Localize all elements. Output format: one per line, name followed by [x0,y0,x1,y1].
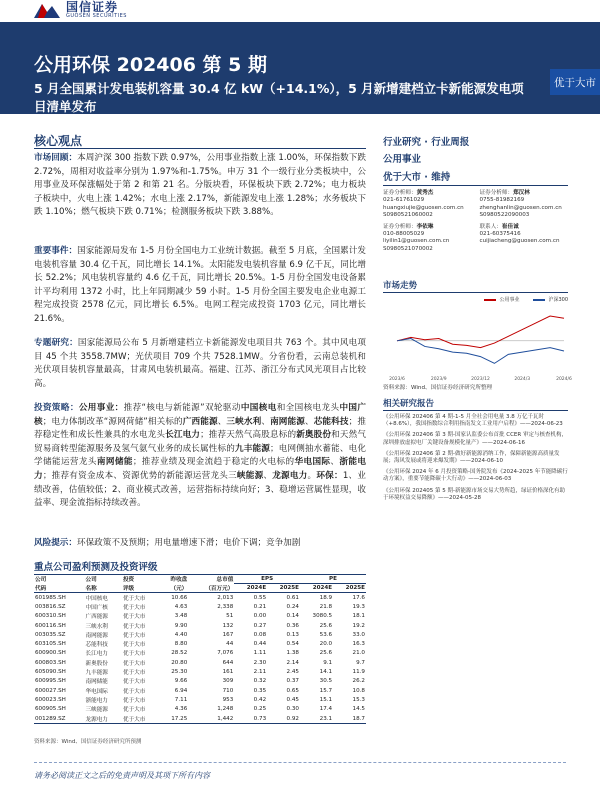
table-cell: 龙源电力 [85,714,122,724]
analyst-name: 黄秀杰 [416,190,434,196]
table-row [34,695,366,704]
table-cell: 603105.SH [35,641,66,648]
table-header-cell: 2025E [267,584,300,593]
table-cell: 华电国际 [85,688,108,695]
table-header-cell: 2024E [234,584,267,593]
legend-item [484,296,519,303]
report-type-label: 行业研究 · 行业周报 [383,137,470,148]
trend-chart-svg [383,303,572,383]
table-cell: 7.11 [174,696,188,703]
logo-mark-icon [34,2,60,18]
table-cell: 0.00 [253,613,267,620]
table-header-cell: 昨收盘 [170,577,188,584]
table-cell: 132 [222,622,234,629]
market-trend-heading-block [383,279,568,291]
section-divider [34,148,366,149]
table-cell: 0.14 [286,613,299,620]
table-row [34,705,366,714]
table-header-cell: 评级 [122,584,159,593]
related-report-link[interactable]: 《公用环保 202406 第 3 期-国家认监委公布首批 CCER 审定与核查机构，深圳排放虚拟电厂关键设备规模化量产》——2024-06-16 [383,432,567,446]
paragraph-text: 本周沪深 300 指数下跌 0.97%，公用事业指数上涨 1.00%，环保指数下跌 2.72%，周相对收益率分别为 1.97%和-1.75%。申万 31 个一级行业分类板块中，公用事业及环保涨幅处于第 2 和第 21 名。分版块看，环保板块下跌 2.72%；电力板块子板块中，火电上涨 1.42%；水电上涨 2.17%，新能源发电上涨 1.28%；水务板块下跌 1.10%；燃气板块下跌 0.71%；检测服务板块下跌 3.88%。 [34,153,366,218]
table-cell: 0.25 [253,706,267,713]
related-report-link[interactable]: 《公用环保 202406 第 2 期-做好新能源消纳工作，保障新能源高质量发展；海风发展或将迎来爆发期》——2024-06-10 [383,450,560,465]
market-trend-chart [383,296,572,387]
table-header-cell: （元） [159,584,188,593]
analyst-card [480,224,569,254]
table-cell: 2,013 [217,594,234,601]
table-cell: 001289.SZ [34,714,85,724]
legend-label: 公用事业 [499,297,520,303]
table-cell: 0.42 [253,696,267,703]
legend-label: 沪深300 [548,297,568,303]
table-header-cell: PE [300,575,366,584]
paragraph-text: 国家能源局发布 1-5 月份全国电力工业统计数据。截至 5 月底，全国累计发电装机容量 30.4 亿千瓦，同比增长 14.1%。太阳能发电装机容量 6.9 亿千瓦，同比增长 52.2%；风电装机容量约 4.6 亿千瓦，同比增长 20.5%。1-5 月份全国发电设备累计平均利用 1372 小时，比上年同期减少 59 小时。1-5 月份全国主要发电企业电源工程完成投资 2578 亿元，同比增长 6.5%。电网工程完成投资 1703 亿元，同比增长 21.6%。 [34,246,366,324]
report-title: 公用环保 202406 第 5 期 [34,54,268,76]
table-cell: 0.13 [286,631,299,638]
table-cell: 1.11 [253,650,267,657]
core-view-heading: 核心观点 [34,134,83,148]
logo-text-cn: 国信证券 [66,0,119,14]
analyst-phone: 010-88005029 [383,231,425,238]
table-cell: 0.61 [286,594,299,601]
related-heading-block [383,397,568,409]
table-cell: 中国广核 [85,604,108,611]
table-cell: 14.1 [319,669,333,676]
table-cell: 20.0 [319,641,333,648]
analyst-email[interactable]: zhenghanlin@guosen.com.cn [479,204,562,211]
table-cell: 4.63 [174,603,188,610]
table-cell: 17.4 [319,706,333,713]
market-trend-heading: 市场走势 [383,281,418,291]
table-cell: 1.38 [286,650,299,657]
table-cell: 9.66 [174,678,188,685]
table-cell: 优于大市 [122,707,146,714]
table-cell: 新奥股份 [85,660,108,667]
table-cell: 0.55 [253,594,267,601]
x-tick-label: 2023/12 [471,377,490,382]
table-row [34,667,366,676]
table-cell: 1,442 [188,714,234,724]
analyst-name: 李依琳 [416,223,434,230]
table-cell: 0.30 [286,706,299,713]
footer-disclaimer: 请务必阅读正文之后的免责声明及其项下所有内容 [34,771,210,780]
table-cell: 600803.SH [35,659,66,666]
table-cell: 20.80 [171,659,188,666]
table-row [34,658,366,667]
table-cell: 浙能电力 [85,697,108,704]
table-cell: 优于大市 [122,614,146,621]
sidebar-divider [383,185,568,186]
table-cell: 25.6 [319,650,333,657]
table-row [34,621,366,630]
table-cell: 003035.SZ [35,631,66,638]
table-cell: 33.0 [352,631,365,638]
table-cell: 0.92 [267,714,300,724]
table-cell: 11.9 [352,669,365,676]
series-line [397,339,564,364]
table-cell: 9.7 [356,659,365,666]
table-cell: 7,076 [217,650,234,657]
table-cell: 18.9 [319,594,333,601]
table-cell: 芯能科技 [85,642,108,649]
table-cell: 0.21 [253,603,267,610]
industry-block [383,151,568,165]
analyst-phone: 021-61761029 [383,197,425,204]
analyst-email[interactable]: liyilin1@guosen.com.cn [383,238,450,245]
analyst-card [383,190,472,220]
table-cell: 2.11 [253,669,267,676]
table-cell: 25.6 [319,622,333,629]
table-cell: 167 [222,631,234,638]
table-cell: 0.32 [253,678,267,685]
paragraph-label: 投资策略： [34,403,79,413]
analyst-list [383,190,568,253]
table-cell: 广西能源 [85,614,108,621]
table-header-cell: EPS [234,575,300,584]
table-cell: 44 [226,641,234,648]
related-divider [383,410,568,411]
market-review-paragraph [34,152,366,220]
report-subtitle: 5 月全国累计发电装机容量 30.4 亿 kW（+14.1%），5 月新增建档立卡新能源发电项目清单发布 [34,81,524,114]
table-cell: 4.36 [174,706,188,713]
table-cell: 600995.SH [35,678,66,685]
table-cell: 6.94 [174,687,188,694]
investment-strategy-paragraph [34,402,366,511]
x-tick-label: 2024/6 [556,377,572,382]
table-cell: 0.73 [234,714,267,724]
table-cell: 优于大市 [122,679,146,686]
paragraph-text: 环保政策不及预期；用电量增速下滑；电价下调；竞争加剧 [76,538,301,548]
table-cell: 14.5 [352,706,365,713]
rating-block [383,169,568,183]
table-cell: 710 [222,687,234,694]
table-cell: 2.30 [253,659,267,666]
analyst-phone: 0755-81982169 [479,197,525,204]
table-row [34,612,366,621]
footer-divider [34,762,566,763]
table-cell: 601985.SH [35,594,66,601]
chart-legend [383,296,568,303]
table-header-cell: （百万元） [188,584,234,593]
logo-text-en: GUOSEN SECURITIES [66,13,127,19]
table-cell: 中国核电 [85,595,108,602]
table-cell: 28.52 [171,650,188,657]
paragraph-label: 风险提示： [34,538,77,548]
table-cell: 南网储能 [85,679,108,686]
analyst-phone: 021-60375416 [479,231,521,238]
table-cell: 2.45 [286,669,299,676]
table-cell: 19.3 [352,603,365,610]
table-cell: 1,248 [217,706,234,713]
table-cell: 4.40 [174,631,188,638]
table-header-cell: 投资 [122,577,135,584]
stock-table-title: 重点公司盈利预测及投资评级 [34,562,158,573]
table-cell: 953 [222,696,234,703]
title-banner [0,22,600,114]
table-cell: 优于大市 [122,595,146,602]
table-cell: 9.90 [174,622,188,629]
rating-label: 优于大市 · 维持 [383,172,451,183]
table-cell: 0.54 [286,641,299,648]
analyst-role: 证券分析师： [383,190,417,196]
table-row [34,639,366,648]
table-cell: 161 [222,669,234,676]
table-cell: 优于大市 [122,623,146,630]
x-tick-label: 2023/6 [389,377,405,382]
legend-swatch [484,299,496,301]
table-cell: 南网能源 [85,632,108,639]
table-cell: 0.65 [286,687,299,694]
chart-source-note: 资料来源：Wind、国信证券经济研究所整理 [383,385,493,391]
table-cell: 0.36 [286,622,299,629]
table-row [34,593,366,603]
table-cell: 15.1 [319,696,333,703]
table-cell: 0.24 [286,603,299,610]
table-row [34,602,366,611]
table-cell: 19.2 [352,622,365,629]
related-reports-heading: 相关研究报告 [383,399,435,409]
table-header-cell: 2025E [333,584,366,593]
company-logo [34,0,127,20]
table-cell: 0.27 [253,622,267,629]
table-row [34,677,366,686]
stock-table-body [34,593,366,724]
table-cell: 21.8 [319,603,333,610]
table-cell: 9.1 [323,659,333,666]
table-cell: 长江电力 [85,651,108,658]
table-cell: 优于大市 [122,632,146,639]
analyst-cert: S0980521070002 [383,245,433,252]
legend-swatch [533,299,545,301]
special-research-paragraph [34,337,366,391]
table-cell: 三峡能源 [85,707,108,714]
report-type [383,134,568,148]
risk-warning-paragraph [34,537,366,551]
table-cell: 600023.SH [35,696,66,703]
table-cell: 600027.SH [35,687,66,694]
table-cell: 26.2 [352,678,365,685]
table-cell: 优于大市 [122,670,146,677]
table-cell: 605090.SH [35,669,66,676]
table-cell: 25.30 [171,669,188,676]
table-header-cell: 总市值 [216,577,234,584]
table-cell: 0.35 [253,687,267,694]
table-cell: 2,338 [217,603,234,610]
paragraph-text: 公用事业：推荐“核电与新能源”双轮驱动中国核电和全国核电龙头中国广核；电力体制改革“源网荷储”相关标的广西能源、三峡水利、南网能源、芯能科技；推荐稳定性和成长性兼具的水电龙头长江电力；推荐天然气高股息标的新奥股份和天然气贸易商转型能源服务及氢气氨气业务的成长属性标的九丰能源；电网侧抽水蓄能、电化学储能运营龙头南网储能；推荐业绩及现金流趋于稳定的火电标的华电国际、浙能电力；推荐有资金成本、资源优势的新能源运营龙头三峡能源、龙源电力。环保：1、业绩改善，估值较低；2、商业模式改善，运营指标持续向好；3、稳增运营属性显现，收益率、现金流指标持续改善。 [34,403,366,509]
table-cell: 17.25 [159,714,188,724]
analyst-role: 联系人： [479,223,502,230]
table-cell: 53.6 [319,631,333,638]
table-cell: 0.44 [253,641,267,648]
analyst-email[interactable]: huangxiujie@guosen.com.cn [383,204,464,211]
table-cell: 18.1 [352,613,365,620]
table-row [34,649,366,658]
table-row [34,686,366,695]
table-cell: 0.08 [253,631,267,638]
paragraph-label: 专题研究： [34,338,78,348]
key-events-paragraph [34,245,366,327]
table-cell: 优于大市 [122,660,146,667]
analyst-cert: S0980522090003 [479,212,530,219]
table-cell: 644 [222,659,234,666]
table-row [34,630,366,639]
table-cell: 优于大市 [122,642,146,649]
table-cell: 17.6 [352,594,365,601]
table-cell: 优于大市 [122,697,146,704]
x-tick-label: 2023/9 [430,377,447,382]
table-cell: 600905.SH [35,706,66,713]
analyst-role: 证券分析师： [383,223,417,230]
table-cell: 51 [226,613,234,620]
legend-item [533,296,568,303]
table-cell: 600900.SH [35,650,66,657]
analyst-name: 郑汉林 [513,190,530,196]
related-reports-list [383,414,568,506]
related-report-link[interactable]: 《公用环保 2024 年 6 月投资策略-国务院发布《2024-2025 年节能降碳行动方案》，重要节能降碳十大行动》——2024-06-03 [383,469,568,483]
table-cell: 3080.5 [312,613,333,620]
paragraph-label: 市场回顾： [34,153,78,163]
table-cell: 三峡水利 [85,623,108,630]
rating-tag: 优于大市 [550,69,600,95]
stock-forecast-table [34,575,366,724]
table-cell: 003816.SZ [35,603,66,610]
table-cell: 15.3 [352,696,365,703]
table-cell: 优于大市 [122,714,159,724]
table-cell: 10.8 [352,687,365,694]
x-tick-label: 2024/3 [514,377,531,382]
table-cell: 0.45 [286,696,299,703]
table-header-cell: 代码 [34,584,85,593]
table-cell: 优于大市 [122,651,146,658]
paragraph-label: 重要事件： [34,246,78,256]
analyst-role: 证券分析师： [479,190,514,196]
analyst-card [383,224,472,254]
table-cell: 10.66 [171,594,188,601]
table-cell: 309 [222,678,234,685]
series-line [397,316,564,348]
table-cell: 23.1 [300,714,333,724]
table-cell: 2.14 [286,659,299,666]
table-cell: 优于大市 [122,604,146,611]
table-cell: 8.80 [174,641,188,648]
table-header-cell: 公司 [35,577,47,584]
table-source-note: 资料来源：Wind、国信证券经济研究所预测 [34,739,142,745]
table-cell: 600310.SH [35,613,66,620]
industry-label: 公用事业 [383,154,422,165]
table-cell: 0.37 [286,678,299,685]
analyst-email[interactable]: cuijiacheng@guosen.com.cn [479,238,560,245]
table-cell: 优于大市 [122,688,146,695]
table-cell: 30.5 [319,678,333,685]
table-cell: 九丰能源 [85,670,108,677]
analyst-cert: S0980521060002 [383,212,433,219]
table-cell: 3.48 [174,613,188,620]
table-cell: 16.3 [352,641,365,648]
table-header-cell: 名称 [85,584,122,593]
table-cell: 18.7 [333,714,366,724]
table-header-cell: 2024E [300,584,333,593]
related-report-link[interactable]: 《公用环保 202406 第 4 期-1-5 月全社会用电量 3.8 万亿千瓦时（+8.6%），我国指数综合利用指南发文工业用户启程》——2024-06-23 [383,414,563,428]
table-cell: 21.0 [352,650,365,657]
table-header-cell: 公司 [85,577,97,584]
table-cell: 15.7 [319,687,333,694]
analyst-card [480,190,569,220]
chart-divider [383,292,568,293]
paragraph-text: 国家能源局公布 5 月新增建档立卡新能源发电项目共 763 个。其中风电项目 45 个共 3558.7MW；光伏项目 709 个共 7528.1MW。分省份看，云南总装机和光伏项目装机容量最高，甘肃风电装机最高。福建、江苏、浙江分布式风光项目占比较高。 [34,338,366,389]
table-row [34,714,366,724]
analyst-name: 崔佳诚 [501,223,519,230]
related-report-link[interactable]: 《公用环保 202405 第 5 期-新能源市场交易大势所趋，绿证价格深化有助于环境权益交易降额》——2024-05-28 [383,487,565,501]
table-cell: 600116.SH [35,622,66,629]
